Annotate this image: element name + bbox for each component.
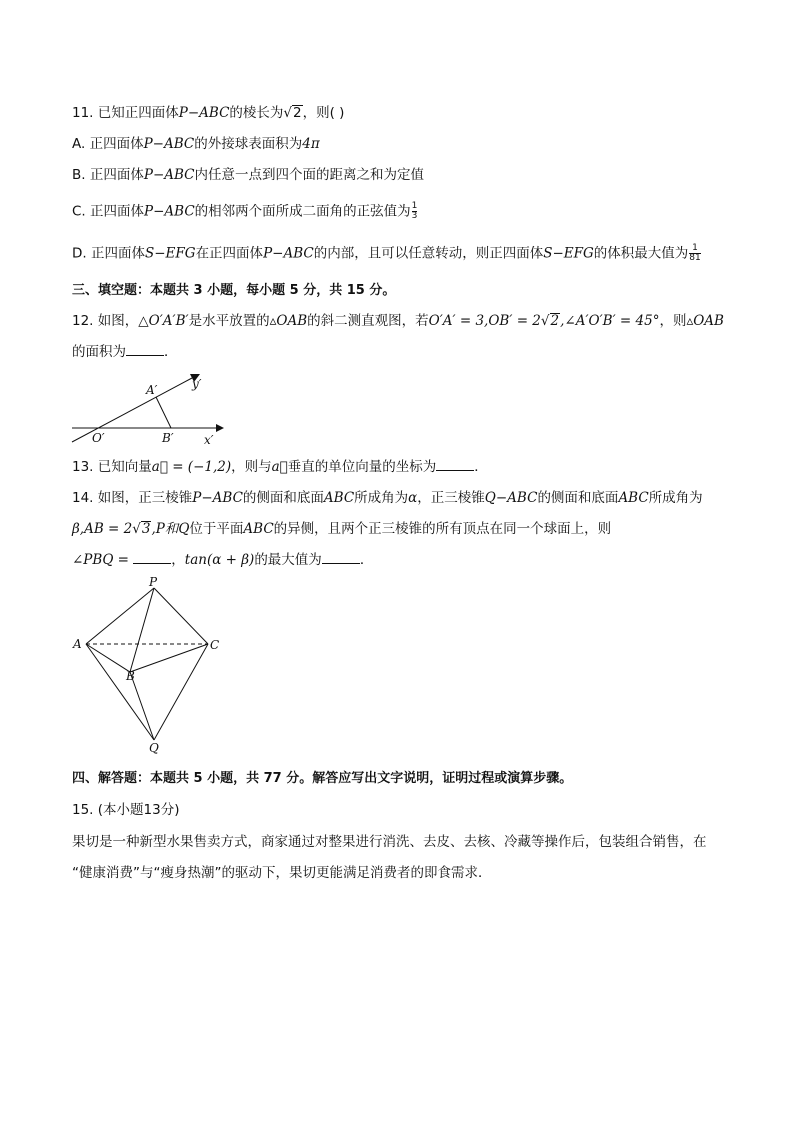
answer-blank (436, 458, 474, 471)
tetra-name-small: S−EFG (543, 245, 594, 262)
label-p: P (149, 576, 158, 589)
q11-tetra-name: P−ABC (178, 105, 230, 121)
q15-title: 15. (本小题13分) (72, 802, 180, 818)
edge-pb (130, 588, 154, 672)
edge-qc (154, 644, 208, 740)
q14-text: 位于平面 (189, 521, 244, 537)
q14-text: ，正三棱锥 (417, 490, 485, 506)
segment-ab (156, 397, 171, 428)
q12-text: ． (164, 344, 178, 360)
q14-text: 所成角为 (354, 490, 409, 506)
answer-blank (133, 551, 171, 564)
q11-text: ，则( ) (302, 105, 345, 121)
q14-pyramid-q: Q−ABC (484, 490, 538, 506)
answer-blank (322, 551, 360, 564)
q15-paragraph-line1: 果切是一种新型水果售卖方式，商家通过对整果进行消洗、去皮、去核、冷藏等操作后，包装组合销售，在 (72, 834, 707, 850)
q13-vector-symbol: a⃗ (271, 459, 288, 475)
q11-text: 的棱长为 (229, 105, 284, 121)
option-text: C. 正四面体 (72, 203, 145, 220)
fraction-numerator: 1 (411, 201, 418, 211)
label-a-prime: A′ (146, 383, 158, 397)
q12-text: 12. 如图，△ (72, 313, 149, 329)
q14-text: 的侧面和底面 (537, 490, 619, 506)
q12-text: 的斜二测直观图，若 (307, 313, 429, 329)
answer-blank (126, 343, 164, 356)
tetra-name: P−ABC (143, 136, 195, 152)
q14-text: 的异侧，且两个正三棱锥的所有顶点在同一个球面上，则 (273, 521, 612, 537)
q14-figure (68, 576, 228, 756)
section-heading-solutions: 四、解答题：本题共 5 小题，共 77 分。解答应写出文字说明，证明过程或演算步骤。 (72, 771, 573, 786)
q11-text: 11. 已知正四面体 (72, 105, 179, 121)
q11-option-d (72, 244, 701, 263)
q14-angle: ∠PBQ = (72, 552, 134, 568)
tetra-name: P−ABC (263, 245, 314, 262)
q14-points: ,P和Q (151, 521, 190, 537)
option-text: 内任意一点到四个面的距离之和为定值 (194, 167, 425, 183)
q13-vector: a⃗ = (−1,2) (151, 459, 232, 475)
q14-alpha: α (408, 490, 418, 506)
tetra-name: P−ABC (144, 203, 195, 220)
option-text: 的相邻两个面所成二面角的正弦值为 (194, 203, 411, 220)
option-text: B. 正四面体 (72, 167, 144, 183)
q11-option-c (72, 202, 417, 221)
label-a: A (73, 637, 82, 651)
q14-base: ABC (243, 521, 274, 537)
q12-condition: O′A′ = 3,OB′ = 2 (428, 313, 541, 329)
q13-text: ，则与 (231, 459, 272, 475)
q12-stem: 12. 如图，△O′A′B′是水平放置的▵OAB的斜二测直观图，若O′A′ = 3,OB′ = 2√2,∠A′O′B′ = 45°，则▵OAB (72, 313, 724, 329)
label-q: Q (149, 741, 159, 755)
fraction-denominator: 3 (411, 211, 418, 221)
q12-stem-line2 (72, 343, 178, 361)
label-c: C (210, 638, 220, 652)
q12-figure (68, 370, 228, 446)
q11-option-b (72, 166, 424, 184)
option-text: 的体积最大值为 (593, 245, 689, 262)
edge-pa (86, 588, 154, 644)
edge-pc (154, 588, 208, 644)
y-axis (72, 378, 192, 442)
label-b: B (126, 669, 135, 683)
fraction-denominator: 81 (689, 253, 701, 263)
label-b-prime: B′ (162, 431, 174, 445)
edge-ab (86, 644, 130, 672)
q14-root: 3 (141, 521, 151, 537)
option-value: 4π (302, 136, 320, 152)
q11-edge-root: 2 (293, 105, 302, 121)
q14-tan: tan(α + β) (184, 552, 255, 568)
fraction (689, 244, 700, 263)
q13-text: ． (474, 459, 488, 475)
q14-base: ABC (323, 490, 355, 506)
section-heading-fill-in: 三、填空题：本题共 3 小题，每小题 5 分，共 15 分。 (72, 283, 396, 298)
q14-text: 的最大值为 (254, 552, 322, 568)
q11-option-a (72, 135, 320, 153)
option-text: D. 正四面体 (72, 245, 145, 262)
q11-stem: 11. 已知正四面体P−ABC的棱长为√2，则( ) (72, 105, 345, 121)
q12-text: 的面积为 (72, 344, 126, 360)
fraction-numerator: 1 (692, 243, 698, 253)
edge-qa (86, 644, 154, 740)
q14-text: ． (359, 552, 374, 568)
option-text: 在正四面体 (195, 245, 264, 262)
option-text: 的内部，且可以任意转动，则正四面体 (313, 245, 544, 262)
q13-stem (72, 458, 488, 476)
q14-text: 所成角为 (648, 490, 703, 506)
q12-text: 是水平放置的▵ (188, 313, 277, 329)
option-text: 的外接球表面积为 (194, 136, 303, 152)
x-axis-arrow (216, 424, 224, 432)
q14-text: ， (171, 552, 185, 568)
tetra-name: P−ABC (143, 167, 195, 183)
q14-text: 的侧面和底面 (242, 490, 324, 506)
fraction (412, 202, 418, 221)
q14-condition: β,AB = 2 (72, 521, 133, 537)
q15-paragraph-line2: “健康消费”与“瘦身热潮”的驱动下，果切更能满足消费者的即食需求． (72, 865, 492, 881)
q14-stem (72, 489, 703, 507)
q12-triangle: OAB (276, 313, 308, 329)
q12-angle: ,∠A′O′B′ = 45° (560, 313, 660, 329)
q12-root: 2 (550, 313, 560, 329)
label-o-prime: O′ (92, 431, 105, 445)
q12-triangle: OAB (693, 313, 724, 329)
q13-text: 垂直的单位向量的坐标为 (287, 459, 437, 475)
label-y-prime: y′ (192, 377, 202, 391)
q14-stem-line3 (72, 551, 373, 569)
tetra-name-small: S−EFG (144, 245, 196, 262)
q14-pyramid-p: P−ABC (192, 490, 243, 506)
q14-text: 14. 如图，正三棱锥 (72, 490, 193, 506)
q13-text: 13. 已知向量 (72, 459, 152, 475)
q12-text: ，则▵ (659, 313, 694, 329)
q12-triangle-prime: O′A′B′ (148, 313, 189, 329)
option-text: A. 正四面体 (72, 136, 144, 152)
q14-stem-line2: β,AB = 2√3,P和Q位于平面ABC的异侧，且两个正三棱锥的所有顶点在同一个球面上，则 (72, 521, 612, 537)
label-x-prime: x′ (204, 433, 214, 446)
edge-bc (130, 644, 208, 672)
q14-base: ABC (618, 490, 649, 506)
